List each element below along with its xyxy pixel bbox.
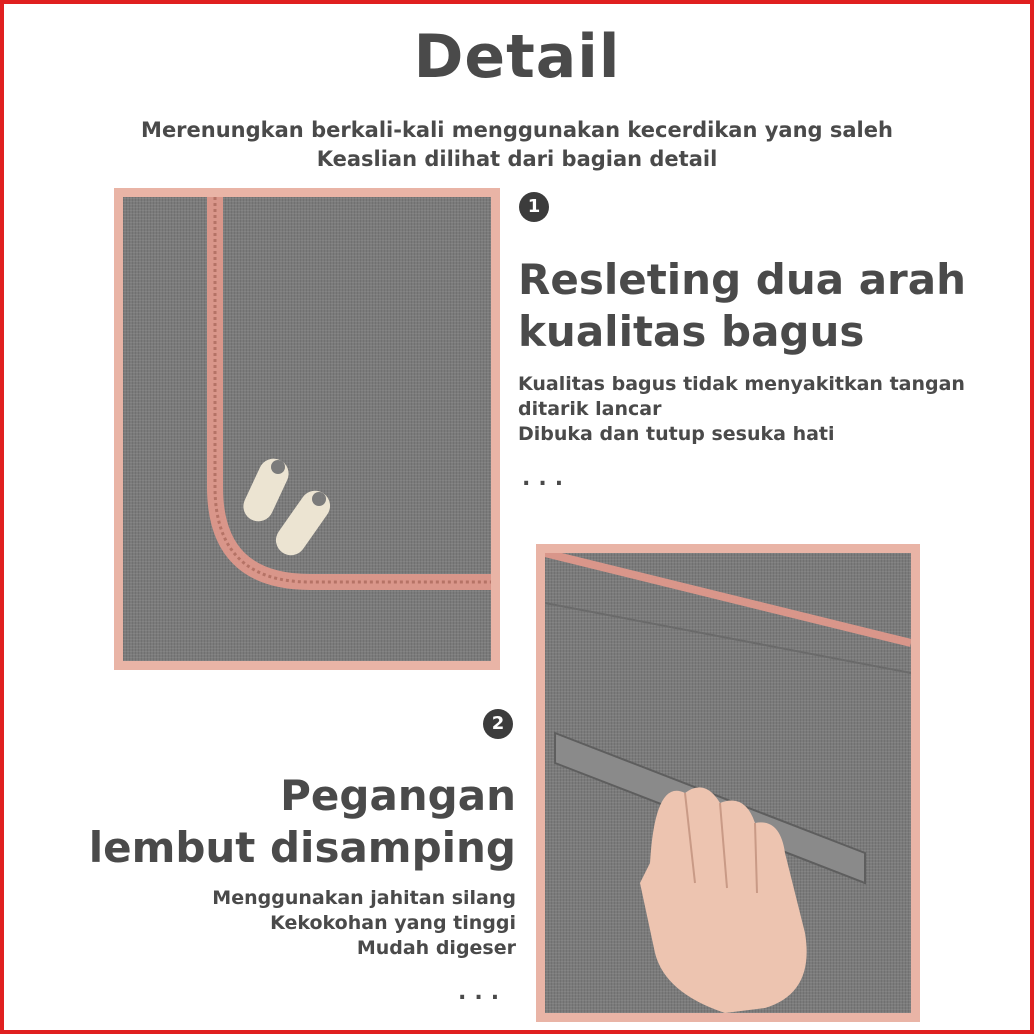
section-1-description bbox=[518, 372, 965, 447]
zipper-pull-1 bbox=[238, 454, 293, 526]
step-number-badge: 2 bbox=[483, 709, 513, 739]
section-1-heading-line-2: kualitas bagus bbox=[518, 307, 865, 356]
zipper-pull-2 bbox=[270, 485, 336, 561]
zipper-teeth bbox=[215, 197, 491, 582]
handle-photo bbox=[536, 544, 920, 1022]
lid-zipper bbox=[545, 553, 911, 643]
page-title: Detail bbox=[413, 22, 621, 92]
section-2-desc-line-1: Menggunakan jahitan silang bbox=[212, 887, 516, 909]
handle-photo-image bbox=[545, 553, 911, 1013]
lid-edge bbox=[545, 603, 911, 673]
subtitle bbox=[0, 116, 1034, 174]
section-2-description bbox=[212, 886, 516, 961]
section-1-desc-line-1: Kualitas bagus tidak menyakitkan tangan bbox=[518, 373, 965, 395]
subtitle-line-1: Merenungkan berkali-kali menggunakan kecerdikan yang saleh bbox=[141, 118, 893, 142]
section-1-desc-line-3: Dibuka dan tutup sesuka hati bbox=[518, 423, 835, 445]
zipper-illustration bbox=[123, 197, 491, 661]
section-1-heading bbox=[518, 254, 966, 358]
section-2-desc-line-2: Kekokohan yang tinggi bbox=[270, 912, 516, 934]
step-number-badge: 1 bbox=[519, 192, 549, 222]
zipper-track bbox=[215, 197, 491, 582]
handle-illustration bbox=[545, 553, 911, 1013]
section-2-desc-line-3: Mudah digeser bbox=[356, 937, 516, 959]
zipper-photo-image bbox=[123, 197, 491, 661]
section-2-heading bbox=[89, 770, 516, 874]
zipper-photo bbox=[114, 188, 500, 670]
section-1-heading-line-1: Resleting dua arah bbox=[518, 255, 966, 304]
subtitle-line-2: Keaslian dilihat dari bagian detail bbox=[316, 147, 718, 171]
section-2-heading-line-1: Pegangan bbox=[280, 771, 516, 820]
section-2-ellipsis: ... bbox=[458, 980, 508, 1005]
section-1-ellipsis: ... bbox=[522, 466, 572, 491]
section-1-desc-line-2: ditarik lancar bbox=[518, 398, 662, 420]
section-2-heading-line-2: lembut disamping bbox=[88, 823, 516, 872]
